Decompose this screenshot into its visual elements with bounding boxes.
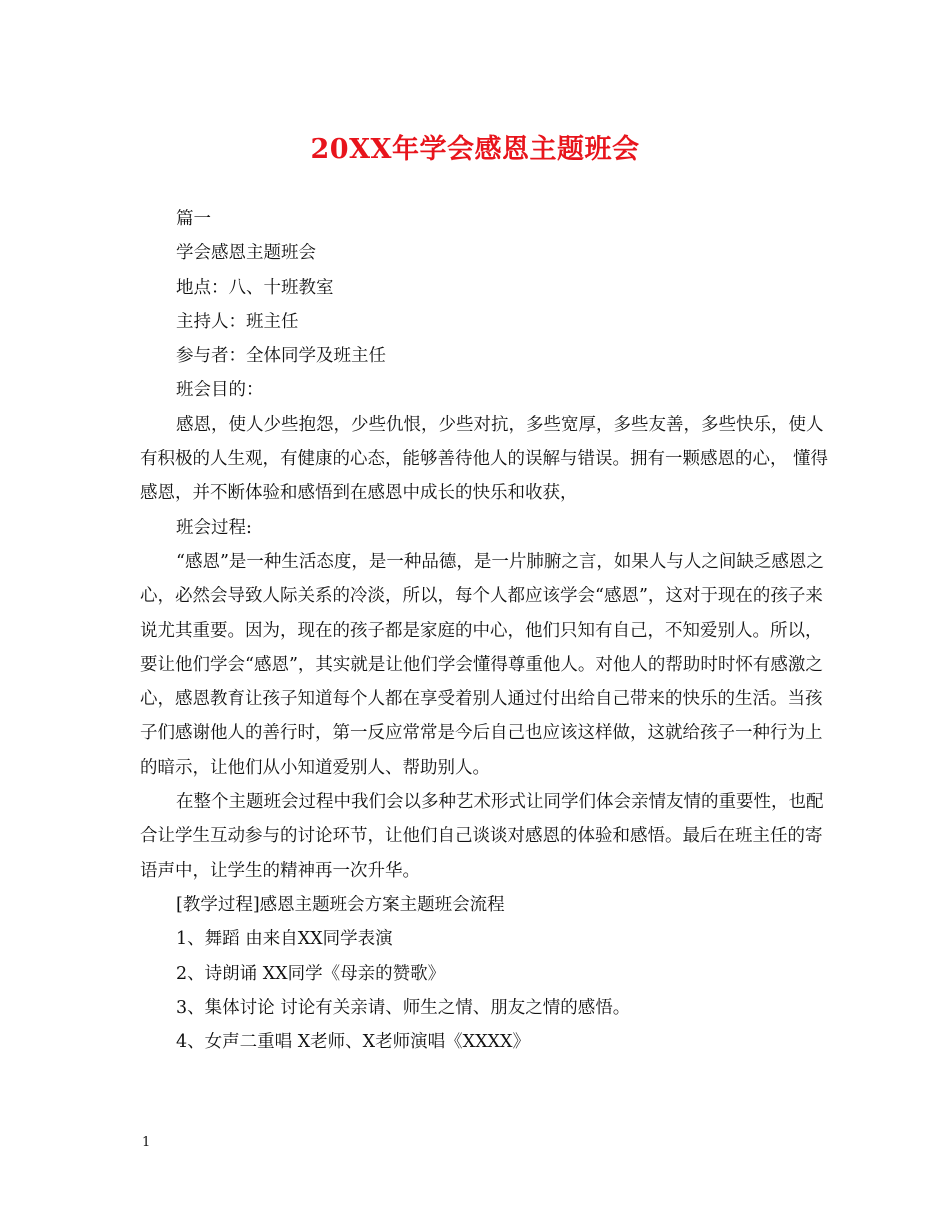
flow-item: 1、舞蹈 由来自XX同学表演: [176, 929, 393, 950]
flow-item: 3、集体讨论 讨论有关亲请、师生之情、朋友之情的感悟。: [176, 997, 631, 1018]
host-line: 主持人：班主任: [176, 311, 299, 332]
location-line: 地点：八、十班教室: [176, 277, 334, 298]
purpose-paragraph: 感恩，使人少些抱怨，少些仇恨，少些对抗，多些宽厚，多些友善，多些快乐，使人有积极的人生观，有健康的心态，能够善待他人的误解与错误。拥有一颗感恩的心， 懂得感恩，并不断体验和感悟到在感恩中成长的快乐和收获，: [140, 414, 829, 504]
page-number: 1: [142, 1135, 151, 1150]
flow-heading: [教学过程]感恩主题班会方案主题班会流程: [176, 894, 505, 915]
participants-line: 参与者：全体同学及班主任: [176, 346, 386, 367]
flow-item: 4、女声二重唱 X老师、X老师演唱《XXXX》: [176, 1032, 530, 1053]
document-title: 20XX年学会感恩主题班会: [310, 134, 640, 165]
document-body: [140, 202, 830, 1059]
process-paragraph: “感恩”是一种生活态度，是一种品德，是一片肺腑之言，如果人与人之间缺乏感恩之心，必然会导致人际关系的冷淡，所以，每个人都应该学会“感恩”，这对于现在的孩子来说尤其重要。因为，现在的孩子都是家庭的中心，他们只知有自己，不知爱别人。所以，要让他们学会“感恩”，其实就是让他们学会懂得尊重他人。对他人的帮助时时怀有感激之心，感恩教育让孩子知道每个人都在享受着别人通过付出给自己带来的快乐的生活。当孩子们感谢他人的善行时，第一反应常常是今后自己也应该这样做，这就给孩子一种行为上的暗示，让他们从小知道爱别人、帮助别人。: [140, 551, 824, 778]
process-heading: 班会过程:: [176, 517, 252, 538]
subtitle: 学会感恩主题班会: [176, 243, 316, 264]
section-label: 篇一: [176, 209, 211, 229]
flow-item: 2、诗朗诵 XX同学《母亲的赞歌》: [176, 963, 446, 984]
purpose-heading: 班会目的：: [176, 380, 264, 401]
summary-paragraph: 在整个主题班会过程中我们会以多种艺术形式让同学们体会亲情友情的重要性，也配合让学生互动参与的讨论环节，让他们自己谈谈对感恩的体验和感悟。最后在班主任的寄语声中，让学生的精神再一次升华。: [140, 792, 824, 881]
